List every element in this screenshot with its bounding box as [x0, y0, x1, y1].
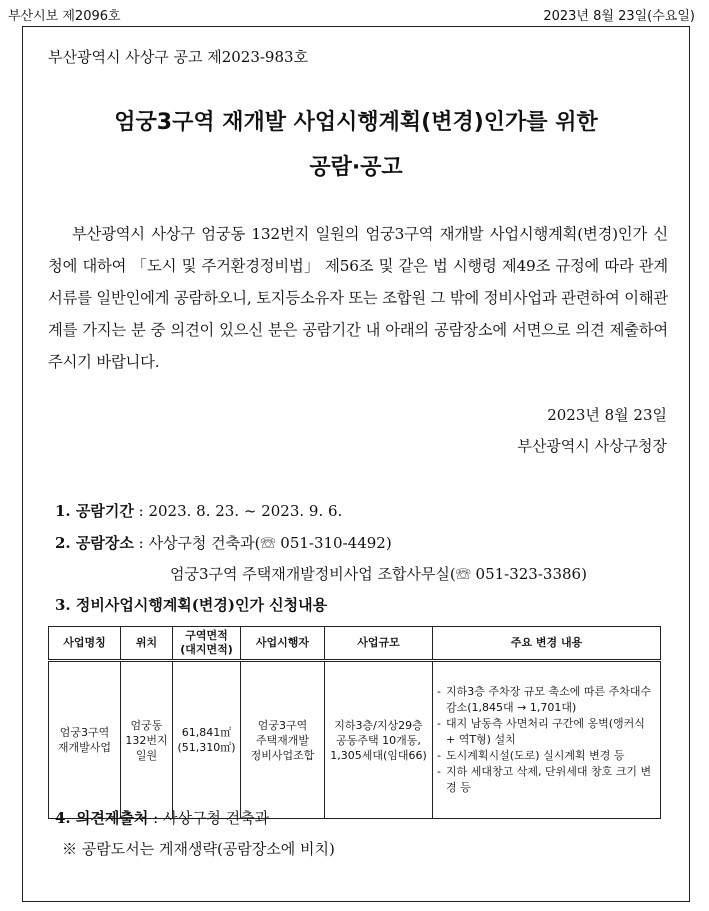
notice-issuer: 부산광역시 사상구청장: [517, 437, 667, 455]
table-header-row: [49, 627, 661, 661]
note: ※ 공람도서는 게재생략(공람장소에 비치): [62, 840, 335, 858]
table-header: 사업명칭: [49, 627, 121, 661]
content-heading: 3. 정비사업시행계획(변경)인가 신청내용: [55, 596, 328, 614]
change-item: - 대지 남동측 사면처리 구간에 옹벽(앵커식 + 역T형) 설치: [437, 716, 656, 748]
place-item: 2. 공람장소 : 사상구청 건축과(☏ 051-310-4492): [55, 534, 392, 552]
table-header: 사업규모: [325, 627, 433, 661]
cell-operator: 엄궁3구역 주택재개발 정비사업조합: [241, 661, 325, 819]
cell-scale: 지하3층/지상29층 공동주택 10개동, 1,305세대(임대66): [325, 661, 433, 819]
publication-number: 부산시보 제2096호: [8, 9, 121, 24]
opinion-label: 4. 의견제출처: [55, 809, 149, 827]
notice-number: 부산광역시 사상구 공고 제2023-983호: [48, 48, 309, 66]
table-header: 구역면적 (대지면적): [173, 627, 241, 661]
place-label: 2. 공람장소: [55, 534, 134, 552]
publication-date: 2023년 8월 23일(수요일): [543, 9, 695, 24]
change-item: - 지하3층 주차장 규모 축소에 따른 주차대수 감소(1,845대 → 1,701대): [437, 684, 656, 716]
change-item: - 지하 세대창고 삭제, 단위세대 창호 크기 변경 등: [437, 764, 656, 796]
opinion-item: 4. 의견제출처 : 사상구청 건축과: [55, 809, 270, 827]
place-value-2: 엄궁3구역 주택재개발정비사업 조합사무실(☏ 051-323-3386): [170, 565, 587, 583]
table-header: 주요 변경 내용: [433, 627, 661, 661]
cell-changes: [433, 661, 661, 819]
notice-date: 2023년 8월 23일: [547, 406, 667, 424]
notice-body: 부산광역시 사상구 엄궁동 132번지 일원의 엄궁3구역 재개발 사업시행계획(변경)인가 신청에 대하여 「도시 및 주거환경정비법」 제56조 및 같은 법 시행령 제49조 규정에 따라 관계서류를 일반인에게 공람하오니, 토지등소유자 또는 조합원 그 밖에 정비사업과 관련하여 이해관계를 가지는 분 중 의견이 있으신 분은 공람기간 내 아래의 공람장소에 서면으로 의견 제출하여 주시기 바랍니다.: [48, 225, 668, 371]
place-value-1: 사상구청 건축과(☏ 051-310-4492): [148, 534, 392, 552]
application-table: [48, 626, 661, 819]
cell-location: 엄궁동 132번지 일원: [121, 661, 173, 819]
period-item: 1. 공람기간 : 2023. 8. 23. ~ 2023. 9. 6.: [55, 502, 343, 520]
period-value: 2023. 8. 23. ~ 2023. 9. 6.: [148, 502, 343, 520]
page-title: 엄궁3구역 재개발 사업시행계획(변경)인가를 위한: [114, 110, 598, 135]
period-label: 1. 공람기간: [55, 502, 134, 520]
cell-name: 엄궁3구역 재개발사업: [49, 661, 121, 819]
opinion-value: 사상구청 건축과: [162, 809, 270, 827]
table-header: 사업시행자: [241, 627, 325, 661]
page-subtitle: 공람·공고: [309, 155, 403, 180]
cell-area: 61,841㎡ (51,310㎡): [173, 661, 241, 819]
header-bar: [0, 0, 709, 26]
table-header: 위치: [121, 627, 173, 661]
table-row: [49, 661, 661, 819]
change-item: - 도시계획시설(도로) 실시계획 변경 등: [437, 748, 656, 764]
